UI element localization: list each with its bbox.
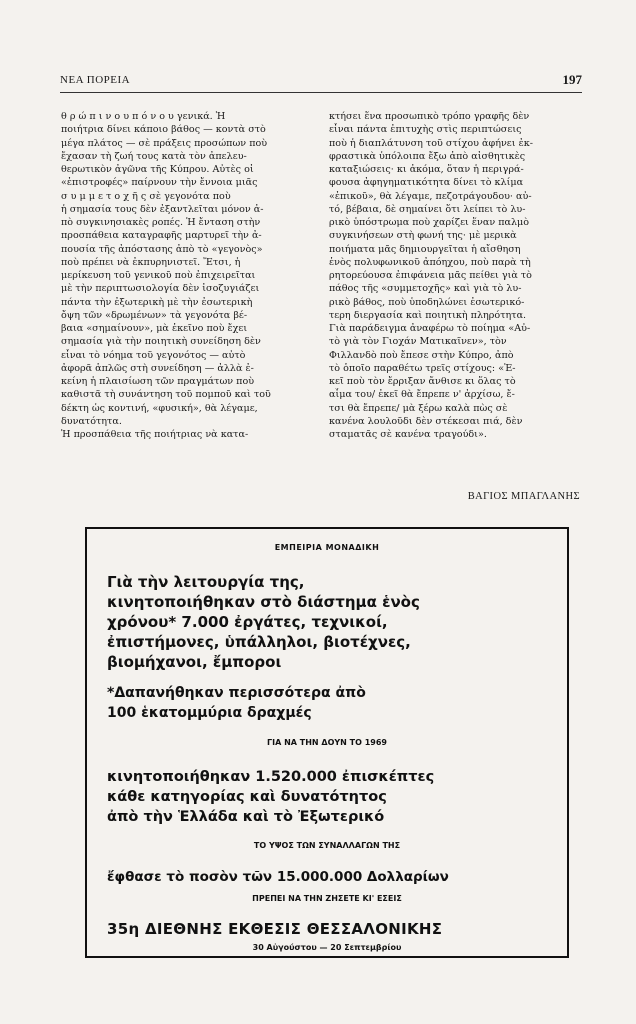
- article-line: ρικὸ ὑπόστρωμα ποὺ χαρίζει ἕναν παλμὸ: [329, 217, 530, 228]
- ad-text-line: ἀπὸ τὴν Ἑλλάδα καὶ τὸ Ἐξωτερικό: [107, 809, 385, 825]
- article-line: μερίκευση τοῦ γενικοῦ ποὺ ἐπιχειρεῖται: [61, 270, 256, 281]
- article-line: τερη διεργασία καὶ ποιητικὴ πληρότητα.: [329, 309, 527, 321]
- article-line: φουσα ἀφηγηματικότητα δίνει τὸ κλίμα: [329, 177, 524, 189]
- ad-text-line: κινητοποιήθηκαν 1.520.000 ἐπισκέπτες: [107, 769, 435, 785]
- page-number: 197: [562, 72, 582, 87]
- article-line: τὸ ὁποῖο παραθέτω τρεῖς στίχους: «Ἐ-: [329, 362, 516, 374]
- ad-text-line: ἔφθασε τὸ ποσὸν τῶν 15.000.000 Δολλαρίων: [107, 869, 449, 885]
- ad-footnote-line: *Δαπανήθηκαν περισσότερα ἀπὸ: [107, 685, 366, 701]
- article-line: βαια «σημαίνουν», μὰ ἐκεῖνο ποὺ ἔχει: [61, 323, 248, 334]
- article-line: τσι θὰ ἔπρεπε/ μὰ ξέρω καλὰ πὼς σὲ: [329, 402, 508, 414]
- article-line: δέκτη ὡς κοντινή, «φυσική», θὰ λέγαμε,: [61, 402, 258, 414]
- article-line: ποιήτρια δίνει κάποιο βάθος — κοντὰ στὸ: [61, 124, 266, 136]
- ad-event-title: 35η ΔΙΕΘΝΗΣ ΕΚΘΕΣΙΣ ΘΕΣΣΑΛΟΝΙΚΗΣ: [107, 920, 443, 938]
- ad-text-line: κάθε κατηγορίας καὶ δυνατότητος: [107, 789, 387, 805]
- ad-text-line: χρόνου* 7.000 ἐργάτες, τεχνικοί,: [107, 613, 388, 631]
- article-line: εἶναι τὸ νόημα τοῦ γεγονότος — αὐτὸ: [61, 349, 246, 361]
- running-head: [60, 74, 582, 92]
- article-line: Ἡ προσπάθεια τῆς ποιήτριας νὰ κατα-: [61, 429, 249, 440]
- article-line: τό, βέβαια, δὲ σημαίνει ὅτι λείπει τὸ λυ-: [329, 203, 526, 215]
- ad-text-line: ἐπιστήμονες, ὑπάλληλοι, βιοτέχνες,: [107, 633, 411, 651]
- article-line: θερωτικὸν ἀγῶνα τῆς Κύπρου. Αὐτὲς οἱ: [61, 164, 254, 175]
- article-line: κείνη ἡ πλαισίωση τῶν πραγμάτων ποὺ: [61, 376, 255, 387]
- article-line: τὸ γιὰ τὸν Γιοχάν Ματικαῖνεν», τὸν: [329, 336, 507, 348]
- article-line: ρικὸ βάθος, ποὺ ὑποδηλώνει ἐσωτερικό-: [329, 296, 525, 308]
- article-line: εἶναι πάντα ἐπιτυχὴς στὶς περιπτώσεις: [329, 124, 522, 136]
- ad-footnote-line: 100 ἑκατομμύρια δραχμές: [107, 705, 312, 721]
- ad-text-line: βιομήχανοι, ἔμποροι: [107, 653, 282, 671]
- article-line: συγκινήσεων στὴ φωνή της· μὲ μερικὰ: [329, 230, 517, 242]
- article-line: ποὺ ἡ διαπλάτυνση τοῦ στίχου ἀφήνει ἐκ-: [329, 137, 533, 149]
- article-line: κανένα λουλοῦδι δὲν στέκεσαι πιά, δὲν: [329, 415, 523, 427]
- article-line: καθιστᾶ τὴ συνάντηση τοῦ πομποῦ καὶ τοῦ: [61, 389, 271, 401]
- article-line: θ ρ ώ π ι ν ο υ π ό ν ο υ γενικά. Ἡ: [61, 111, 226, 122]
- article-line: ἀφορᾶ ἁπλῶς στὴ συνείδηση — ἀλλὰ ἐ-: [61, 362, 254, 374]
- article-line: σ υ μ μ ε τ ο χ ῆ ς σὲ γεγονότα ποὺ: [61, 190, 231, 202]
- header-rule: [60, 92, 582, 93]
- article-line: φραστικὰ ὑπόλοιπα ἔξω ἀπὸ αἰσθητικὲς: [329, 150, 526, 162]
- article-line: ἡ σημασία τους δὲν ἐξαντλεῖται μόνον ἀ-: [61, 203, 264, 215]
- advertisement-box: [85, 527, 569, 958]
- article-line: σημασία γιὰ τὴν ποιητικὴ συνείδηση δὲν: [61, 336, 261, 348]
- article-line: πὸ συγκινησιακὲς ροπές. Ἡ ἔνταση στὴν: [61, 217, 261, 228]
- article-line: «ἐπιστροφές» παίρνουν τὴν ἔννοια μιᾶς: [61, 177, 258, 189]
- article-line: Φιλλανδὸ ποὺ ἔπεσε στὴν Κύπρο, ἀπὸ: [329, 349, 514, 361]
- ad-subheading: ΤΟ ΥΨΟΣ ΤΩΝ ΣΥΝΑΛΛΑΓΩΝ ΤΗΣ: [253, 841, 401, 850]
- article-column-right: [329, 110, 573, 441]
- article-line: κτήσει ἕνα προσωπικὸ τρόπο γραφῆς δὲν: [329, 111, 530, 122]
- article-line: κεῖ ποὺ τὸν ἔρριξαν ἄνθισε κι ὅλας τὸ: [329, 376, 516, 387]
- article-line: πάντα τὴν ἐξωτερικὴ μὲ τὴν ἐσωτερικὴ: [61, 296, 253, 308]
- article-line: ἑνὸς πολυφωνικοῦ ἀπόηχου, ποὺ παρὰ τὴ: [329, 256, 531, 268]
- article-line: «ἐπικοῦ», θὰ λέγαμε, πεζοτράγουδου· αὐ-: [329, 190, 532, 202]
- article-column-left: [61, 110, 305, 441]
- article-line: καταξιώσεις· κι ἀκόμα, ὅταν ἡ περιγρά-: [329, 164, 524, 175]
- article-line: ὄψη τῶν «δρωμένων» τὰ γεγονότα βέ-: [61, 309, 248, 321]
- article-line: πάθος τῆς «συμμετοχῆς» καὶ γιὰ τὸ λυ-: [329, 283, 522, 295]
- ad-headline: ΕΜΠΕΙΡΙΑ ΜΟΝΑΔΙΚΗ: [274, 543, 380, 552]
- ad-subheading: ΓΙΑ ΝΑ ΤΗΝ ΔΟΥΝ ΤΟ 1969: [267, 738, 387, 747]
- article-line: αἷμα του/ ἐκεῖ θὰ ἔπρεπε ν' ἀρχίσω, ἔ-: [329, 389, 515, 401]
- article-line: μὲ τὴν περιπτωσιολογία δὲν ἰσοζυγιάζει: [61, 283, 260, 295]
- article-line: σταματᾶς σὲ κανένα τραγούδι».: [329, 429, 487, 440]
- author-signature: ΒΑΓΙΟΣ ΜΠΑΓΛΑΝΗΣ: [467, 491, 580, 502]
- article-line: πουσία τῆς ἀπόστασης ἀπὸ τὸ «γεγονὸς»: [61, 243, 263, 255]
- article-line: δυνατότητα.: [61, 415, 122, 427]
- ad-subheading: ΠΡΕΠΕΙ ΝΑ ΤΗΝ ΖΗΣΕΤΕ ΚΙ' ΕΣΕΙΣ: [252, 894, 402, 903]
- article-line: ποὺ πρέπει νὰ ἐκπυρηνιστεῖ. Ἔτσι, ἡ: [61, 256, 241, 268]
- article-line: ρητορεύουσα ἐπιφάνεια μᾶς πείθει γιὰ τὸ: [329, 270, 532, 281]
- article-line: μέγα πλάτος — σὲ πράξεις προσώπων ποὺ: [61, 137, 268, 149]
- article-line: προσπάθεια καταγραφῆς μαρτυρεῖ τὴν ἀ-: [61, 230, 262, 242]
- article-line: Γιὰ παράδειγμα ἀναφέρω τὸ ποίημα «Αὐ-: [329, 323, 531, 334]
- ad-text-line: κινητοποιήθηκαν στὸ διάστημα ἑνὸς: [107, 593, 420, 611]
- ad-dates: 30 Αὐγούστου — 20 Σεπτεμβρίου: [252, 943, 402, 952]
- journal-title: ΝΕΑ ΠΟΡΕΙΑ: [60, 74, 131, 86]
- article-line: ποιήματα μᾶς δημιουργεῖται ἡ αἴσθηση: [329, 243, 521, 255]
- ad-text-line: Γιὰ τὴν λειτουργία της,: [107, 573, 305, 591]
- article-line: ἔχασαν τὴ ζωή τους κατὰ τὸν ἀπελευ-: [61, 150, 247, 162]
